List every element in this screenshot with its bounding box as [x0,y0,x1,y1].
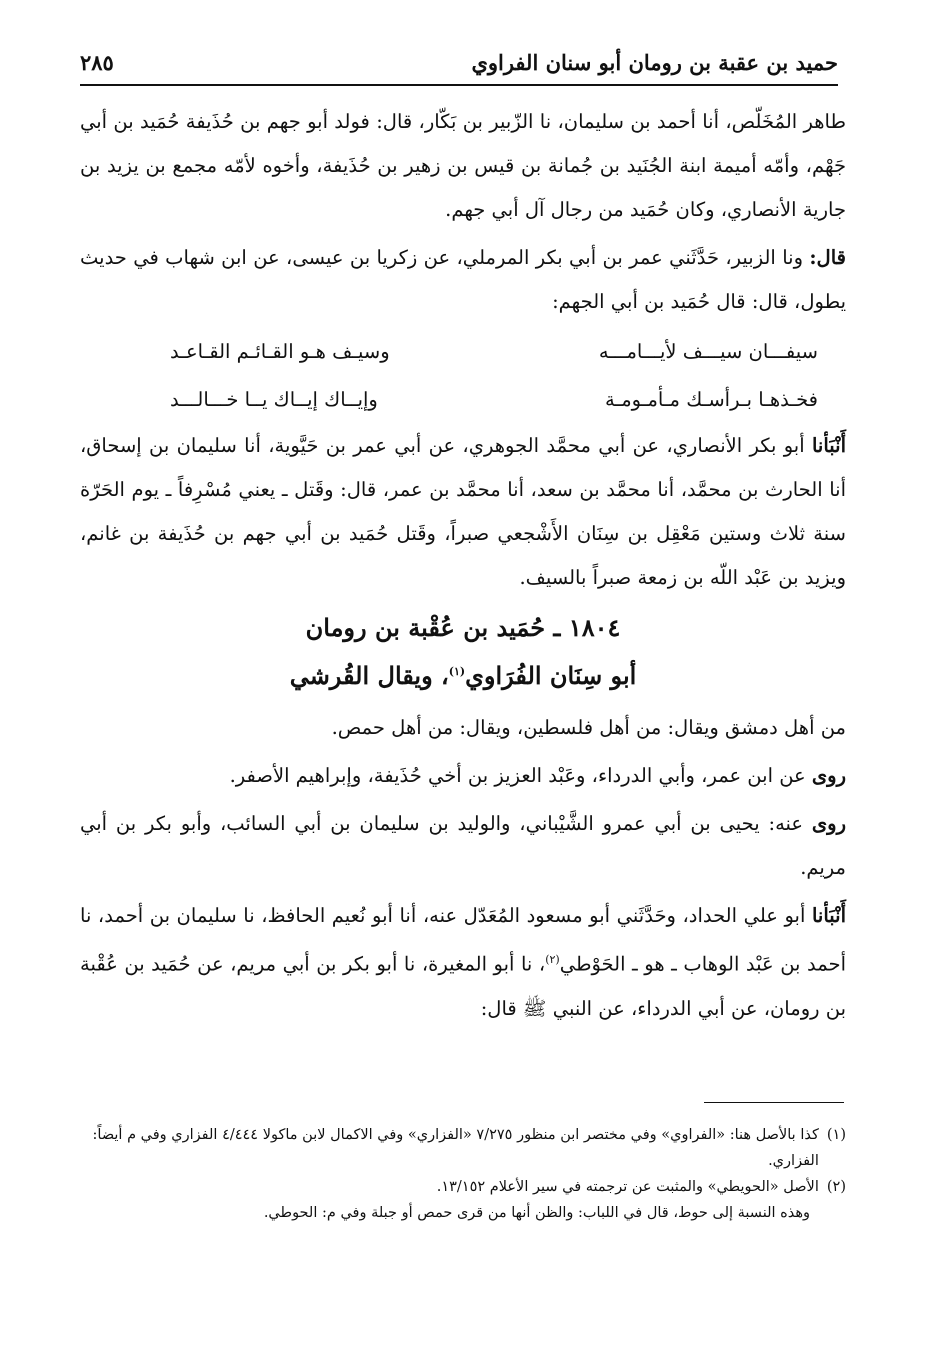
paragraph-lead-word: قال: [809,246,846,269]
footnote-marker: (١) [448,665,466,678]
verse-hemistich-first: فخـذهـا بـرأسـك مـأمـومـة [605,388,818,411]
paragraph-text: طاهر المُخَلّص، أنا أحمد بن سليمان، نا الزّبير بن بَكّار، قال: فولد أبو جهم بن حُذَيفة حُمَيد بن أبي جَهْم، وأمّه أميمة ابنة الجُنَيد بن جُمانة بن قيس بن زهير بن حُذَيفة، وأخوه لأمّه مجمع بن يزيد بن جارية الأنصاري، وكان حُمَيد من رجال آل أبي جهم. [80,110,846,221]
paragraph-text: من أهل دمشق ويقال: من أهل فلسطين، ويقال: من أهل حمص. [331,716,846,739]
footnote-marker: (٢) [545,953,560,966]
entry-heading-name: أبو سِنَان الفُرَاوي [465,661,637,690]
paragraph-lead-word: أَنْبَأنا [811,434,846,457]
footnote-number: (٢) [826,1179,846,1195]
footnote-1 [80,1122,846,1174]
footnote-text: الأصل «الحويطي» والمثبت عن ترجمته في سير الأعلام ١٣/١٥٢. [436,1179,819,1195]
verse-hemistich-second: وسيـف هـو القـائـم القـاعـد [170,340,390,363]
footnotes [80,1122,846,1226]
paragraph-4 [80,706,846,750]
paragraph-text: عنه: يحيى بن أبي عمرو الشَّيْباني، والوليد بن سليمان بن أبي السائب، وأبو بكر بن أبي مريم. [80,812,846,879]
entry-heading-line-2 [80,650,846,698]
entry-heading-alt-name: ، ويقال القُرشي [289,661,449,690]
paragraph-lead-word: أَنْبَأنا [811,904,846,927]
page-number: ٢٨٥ [80,49,114,75]
paragraph-3 [80,424,846,600]
header-title: حميد بن عقبة بن رومان أبو سنان الفراوي [471,49,838,75]
paragraph-text: عن ابن عمر، وأبي الدرداء، وعَبْد العزيز بن أخي حُذَيفة، وإبراهيم الأصفر. [229,764,812,787]
paragraph-1 [80,100,846,232]
footnote-text: كذا بالأصل هنا: «الفراوي» وفي مختصر ابن منظور ٧/٢٧٥ «الفزاري» وفي الاكمال لابن ماكولا ٤/٤٤٤ الفزاري وفي م أيضاً: الفزاري. [92,1127,819,1169]
paragraph-text: أبو علي الحداد، وحَدَّثَني أبو مسعود المُعَدّل عنه، أنا أبو نُعيم الحافظ، نا سليمان بن أحمد، نا أحمد بن عَبْد الوهاب ـ هو ـ الحَوْطي [80,904,846,976]
entry-heading-line-1: ١٨٠٤ ـ حُمَيد بن عُقْبة بن رومان [305,613,621,642]
verse-line-1 [80,328,846,376]
entry-heading [80,606,846,698]
paragraph-7 [80,894,846,1031]
paragraph-6 [80,802,846,890]
footnote-2-continuation: وهذه النسبة إلى حوط، قال في اللباب: والظن أنها من قرى حمص أو جبلة وفي م: الحوطي. [263,1205,810,1221]
footnote-number: (١) [826,1127,846,1143]
paragraph-text: أبو بكر الأنصاري، عن أبي محمَّد الجوهري، عن أبي عمر بن حَيَّوية، أنا سليمان بن إسحاق، أنا الحارث بن محمَّد، أنا محمَّد بن سعد، أنا محمَّد بن عمر، قال: وقَتل ـ يعني مُسْرِفاً ـ يوم الحَرّة سنة ثلاث وستين مَعْقِل بن سِنَان الأَشْجعي صبراً، وقَتل حُمَيد بن أبي جهم بن حُذَيفة بن غانم، ويزيد بن عَبْد اللّه بن زمعة صبراً بالسيف. [80,434,846,589]
verse-hemistich-second: وإيــاك إيــاك يــا خـــالـــد [170,388,378,411]
main-text [80,100,846,1035]
verse-line-2 [80,376,846,424]
paragraph-lead-word: روى [811,812,846,835]
paragraph-text-cont: ، نا أبو المغيرة، نا أبو بكر بن أبي مريم، عن حُمَيد بن عُقْبة بن رومان، عن أبي الدرداء، عن النبي ﷺ قال: [80,952,846,1020]
paragraph-text: ونا الزبير، حَدَّثَني عمر بن أبي بكر المرملي، عن زكريا بن عيسى، عن ابن شهاب في حديث يطول، قال: قال حُمَيد بن أبي الجهم: [80,246,846,313]
paragraph-5 [80,754,846,798]
paragraph-2 [80,236,846,324]
footnote-2 [80,1174,846,1200]
paragraph-lead-word: روى [811,764,846,787]
footnote-separator [704,1102,844,1103]
running-header [80,40,838,86]
verse-hemistich-first: سيفـــان سيـــف لأيـــامـــه [598,340,818,363]
